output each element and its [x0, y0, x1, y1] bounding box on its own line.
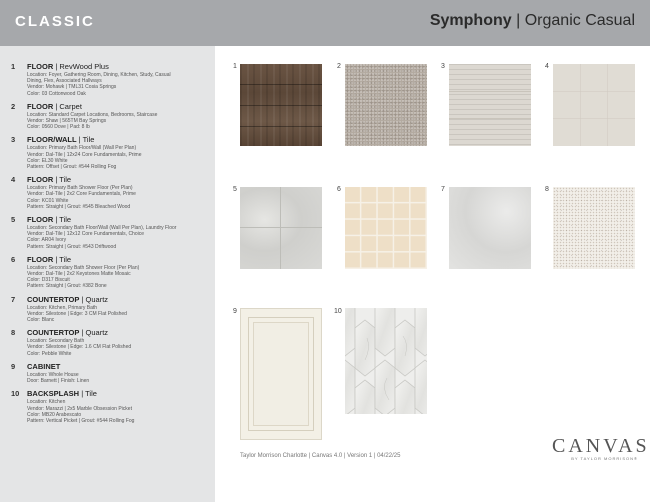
swatch-label-7: 7 — [441, 186, 445, 193]
spec-item-number: 2 — [11, 101, 16, 111]
spec-item-category: BACKSPLASH — [27, 389, 80, 399]
spec-item-number: 7 — [11, 294, 16, 304]
spec-item-title — [27, 295, 209, 304]
spec-item-title — [27, 215, 209, 224]
spec-item-5 — [11, 215, 209, 250]
swatch-label-4: 4 — [545, 63, 549, 70]
spec-item-detail: Vendor: Shaw | 565TM Bay Springs — [27, 118, 107, 125]
spec-item-detail: Vendor: Marazzi | 2x5 Marble Obsession Picket — [27, 405, 132, 412]
spec-item-detail: Door: Barnett | Finish: Linen — [27, 378, 90, 385]
spec-item-detail: Pattern: Straight | Grout: #545 Bleached Wood — [27, 203, 131, 210]
spec-item-category: FLOOR — [27, 215, 54, 225]
spec-item-number: 6 — [11, 254, 16, 264]
spec-item-detail: Location: Whole House — [27, 371, 79, 378]
spec-item-product: Quartz — [85, 294, 109, 304]
spec-item-body — [27, 389, 209, 424]
spec-item-product: Tile — [59, 254, 72, 264]
spec-item-8 — [11, 328, 209, 357]
spec-item-number: 10 — [11, 389, 20, 399]
spec-item-body — [27, 175, 209, 210]
spec-item-separator: | — [55, 175, 58, 185]
spec-item-detail: Location: Kitchen, Primary Bath — [27, 304, 98, 311]
spec-item-category: COUNTERTOP — [27, 328, 80, 338]
spec-item-number: 9 — [11, 361, 16, 371]
spec-list — [0, 46, 215, 502]
swatch-label-1: 1 — [233, 63, 237, 70]
spec-item-product: Tile — [85, 389, 97, 399]
spec-item-detail: Pattern: Straight | Grout: #543 Driftwood — [27, 243, 117, 250]
spec-item-detail: Color: D317 Biscuit — [27, 277, 70, 284]
spec-item-category: FLOOR/WALL — [27, 135, 77, 145]
spec-item-detail: Vendor: Dal-Tile | 12x24 Core Fundamentals, Prime — [27, 151, 142, 158]
spec-item-separator: | — [55, 215, 58, 225]
spec-item-title — [27, 362, 209, 371]
spec-item-4 — [11, 175, 209, 210]
footer-text: Taylor Morrison Charlotte | Canvas 4.0 | Version 1 | 04/22/25 — [240, 453, 401, 459]
spec-item-product: Tile — [59, 175, 72, 185]
swatch-label-3: 3 — [441, 63, 445, 70]
spec-item-detail: Color: Pebble White — [27, 350, 72, 357]
swatch-label-6: 6 — [337, 186, 341, 193]
spec-item-category: FLOOR — [27, 175, 54, 185]
spec-item-detail: Location: Secondary Bath Floor/Wall (Wall Per Plan), Laundry Floor — [27, 225, 177, 232]
spec-item-category: COUNTERTOP — [27, 294, 80, 304]
spec-item-detail: Vendor: Dal-Tile | 2x2 Keystones Matte Mosaic — [27, 271, 131, 278]
spec-item-detail: Color: 0560 Dove | Pad: 8 lb — [27, 124, 90, 131]
canvas-logo — [552, 435, 650, 461]
spec-item-detail: Vendor: Silestone | Edge: 1.6 CM Flat Polished — [27, 344, 132, 351]
logo-main-text: CANVAS — [552, 435, 650, 457]
spec-item-detail: Color: KC01 White — [27, 197, 69, 204]
swatch-cabinet-door-image — [240, 308, 322, 440]
spec-item-detail: Color: AR04 Ivory — [27, 237, 67, 244]
spec-item-product: Quartz — [85, 328, 109, 338]
header-bar — [0, 0, 650, 46]
spec-item-number: 5 — [11, 215, 16, 225]
spec-item-detail: Pattern: Offset | Grout: #544 Rolling Fog — [27, 164, 117, 171]
spec-item-2 — [11, 102, 209, 131]
spec-item-separator: | — [81, 389, 84, 399]
collection-title: CLASSIC — [15, 13, 95, 30]
scheme-style: Organic Casual — [524, 12, 635, 29]
swatch-label-8: 8 — [545, 186, 549, 193]
spec-item-separator: | — [55, 254, 58, 264]
spec-item-body — [27, 62, 209, 97]
spec-item-body — [27, 135, 209, 170]
spec-item-title — [27, 62, 209, 71]
spec-item-number: 1 — [11, 62, 16, 71]
logo-sub-text: BY TAYLOR MORRISON® — [571, 456, 638, 461]
spec-item-title — [27, 389, 209, 398]
spec-item-product: RevWood Plus — [59, 62, 109, 71]
swatch-tile-2x2-white-image — [553, 64, 635, 146]
spec-item-detail: Location: Standard Carpet Locations, Bedrooms, Staircase — [27, 111, 158, 118]
swatch-tile-2x2-biscuit-image — [345, 187, 427, 269]
spec-item-category: FLOOR — [27, 62, 54, 71]
spec-item-title — [27, 135, 209, 144]
spec-item-detail: Pattern: Straight | Grout: #382 Bone — [27, 283, 107, 290]
spec-item-number: 4 — [11, 175, 16, 185]
spec-item-7 — [11, 295, 209, 324]
spec-item-separator: | — [55, 101, 58, 111]
spec-item-6 — [11, 255, 209, 290]
swatch-tile-12x12-image — [240, 187, 322, 269]
spec-item-category: CABINET — [27, 361, 61, 371]
swatch-tile-12x24-image — [449, 64, 531, 146]
spec-item-10 — [11, 389, 209, 424]
spec-item-body — [27, 362, 209, 384]
spec-item-detail: Color: EL30 White — [27, 157, 68, 164]
spec-item-detail: Dining, Flex, Associated Hallways — [27, 78, 102, 85]
spec-item-category: FLOOR — [27, 254, 54, 264]
spec-item-detail: Color: 03 Cottonwood Oak — [27, 90, 86, 97]
spec-item-separator: | — [78, 135, 81, 145]
spec-item-title — [27, 255, 209, 264]
spec-item-separator: | — [81, 294, 84, 304]
spec-item-detail: Vendor: Silestone | Edge: 3 CM Flat Polished — [27, 310, 127, 317]
swatch-label-5: 5 — [233, 186, 237, 193]
spec-item-detail: Vendor: Mohawk | TML31 Cosia Springs — [27, 84, 117, 91]
spec-item-category: FLOOR — [27, 101, 54, 111]
scheme-separator: | — [516, 12, 521, 29]
spec-item-product: Carpet — [59, 101, 82, 111]
spec-item-title — [27, 102, 209, 111]
swatch-backsplash-picket-image — [345, 308, 427, 414]
swatch-quartz-pebble-image — [553, 187, 635, 269]
spec-item-title — [27, 328, 209, 337]
spec-item-9 — [11, 362, 209, 384]
spec-item-3 — [11, 135, 209, 170]
spec-item-detail: Color: MB20 Arabescato — [27, 411, 82, 418]
scheme-name: Symphony — [429, 12, 512, 29]
spec-item-separator: | — [55, 62, 58, 71]
swatch-label-2: 2 — [337, 63, 341, 70]
spec-item-body — [27, 215, 209, 250]
swatch-carpet-image — [345, 64, 427, 146]
spec-item-detail: Location: Secondary Bath — [27, 338, 85, 345]
spec-item-number: 8 — [11, 328, 16, 338]
spec-item-body — [27, 328, 209, 357]
spec-item-detail: Vendor: Dal-Tile | 12x12 Core Fundamentals, Choice — [27, 231, 145, 238]
spec-item-product: Tile — [82, 135, 95, 145]
spec-item-detail: Location: Kitchen — [27, 399, 66, 406]
spec-item-product: Tile — [59, 215, 72, 225]
scheme-title — [430, 12, 635, 30]
spec-item-detail: Location: Primary Bath Shower Floor (Per Plan) — [27, 185, 133, 192]
swatch-label-10: 10 — [334, 308, 342, 315]
spec-item-detail: Location: Foyer, Gathering Room, Dining, Kitchen, Study, Casual — [27, 72, 171, 78]
swatch-quartz-blanc-image — [449, 187, 531, 269]
spec-item-detail: Vendor: Dal-Tile | 2x2 Core Fundamentals, Prime — [27, 191, 136, 198]
spec-item-detail: Pattern: Vertical Picket | Grout: #544 Rolling Fog — [27, 417, 135, 424]
spec-item-body — [27, 295, 209, 324]
spec-item-detail: Location: Primary Bath Floor/Wall (Wall Per Plan) — [27, 145, 137, 152]
spec-item-detail: Location: Secondary Bath Shower Floor (Per Plan) — [27, 264, 140, 271]
spec-item-body — [27, 102, 209, 131]
spec-item-separator: | — [81, 328, 84, 338]
spec-item-title — [27, 175, 209, 184]
spec-item-1 — [11, 62, 209, 97]
swatch-label-9: 9 — [233, 308, 237, 315]
swatch-wood-floor-image — [240, 64, 322, 146]
spec-item-detail: Color: Blanc — [27, 317, 55, 324]
spec-item-number: 3 — [11, 135, 16, 145]
spec-item-body — [27, 255, 209, 290]
